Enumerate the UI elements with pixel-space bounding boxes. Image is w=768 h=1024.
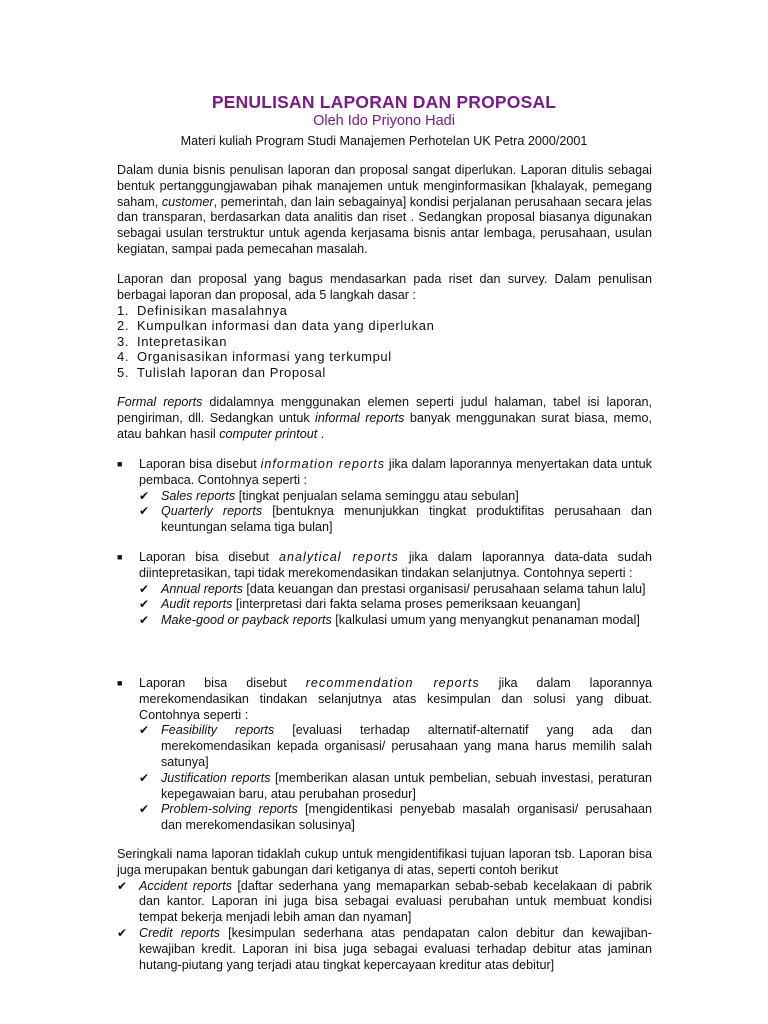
- list-item: [117, 349, 652, 364]
- bullet-recommendation-reports: [117, 676, 652, 834]
- author-line: Oleh Ido Priyono Hadi: [313, 113, 455, 129]
- formal-text-3: .: [317, 426, 325, 441]
- term-information-reports: information reports: [260, 457, 385, 471]
- report-term: Credit reports: [139, 925, 220, 940]
- report-term: Accident reports: [139, 878, 232, 893]
- checkmark-icon: ✔: [139, 488, 150, 503]
- intro-term-customer: customer: [161, 194, 214, 209]
- report-description: [memberikan alasan untuk pembelian, sebuah investasi, peraturan kepegawaian baru, atau perubahan prosedur]: [161, 770, 652, 801]
- term-computer-printout: computer printout: [219, 426, 318, 441]
- bullet-text: jika dalam laporannya data-data sudah diintepretasikan, tapi tidak merekomendasikan tindakan selanjutnya. Contohnya seperti :: [139, 550, 652, 580]
- list-item: [117, 334, 652, 349]
- report-term: Make-good or payback reports: [161, 613, 332, 628]
- intro-text-part2: , pemerintah, dan lain sebagainya] kondisi perjalanan perusahaan secara jelas dan transparan, berdasarkan data analitis dan riset . Sedangkan proposal biasanya digunakan sebagai usulan terstruktur untuk agenda kerjasama bisnis antar lembaga, perusahaan, usulan kegiatan, sampai pada pemecahan masalah.: [117, 194, 652, 256]
- list-item: [139, 723, 652, 770]
- step-number: 5.: [117, 364, 130, 380]
- list-item: [139, 489, 652, 505]
- list-item: [117, 365, 652, 380]
- bullet-text: jika dalam laporannya menyertakan data untuk pembaca. Contohnya seperti :: [139, 457, 652, 487]
- checkmark-icon: ✔: [139, 770, 150, 785]
- bullet-text: Laporan bisa disebut: [139, 550, 280, 564]
- list-item: [139, 771, 652, 803]
- term-informal-reports: informal reports: [315, 410, 405, 425]
- document-title: PENULISAN LAPORAN DAN PROPOSAL: [211, 92, 557, 112]
- checkmark-icon: ✔: [117, 878, 128, 893]
- square-bullet-icon: ■: [117, 678, 123, 688]
- report-term: Quarterly reports: [161, 504, 263, 519]
- steps-list: [117, 303, 652, 380]
- formal-text-1: didalamnya menggunakan elemen seperti judul halaman, tabel isi laporan, pengiriman, dll. Sedangkan untuk: [117, 395, 652, 425]
- bullet-information-reports: [117, 457, 652, 536]
- report-description: [bentuknya menunjukkan tingkat produktifitas perusahaan dan keuntungan selama tiga bulan]: [161, 504, 653, 535]
- step-text: Definisikan masalahnya: [137, 303, 288, 318]
- course-subtitle: Materi kuliah Program Studi Manajemen Perhotelan UK Petra 2000/2001: [180, 134, 588, 148]
- closing-section: [117, 847, 652, 973]
- checkmark-icon: ✔: [117, 925, 128, 940]
- formal-text-2: banyak menggunakan surat biasa, memo, atau bahkan hasil: [117, 410, 652, 441]
- report-description: [evaluasi terhadap alternatif-alternatif yang ada dan merekomendasikan kepada organisasi/ perusahaan yang mana harus memilih salah satunya]: [161, 723, 652, 769]
- formal-reports-paragraph: [117, 395, 652, 442]
- report-term: Feasibility reports: [161, 723, 275, 738]
- step-number: 4.: [117, 349, 130, 365]
- list-item: [139, 613, 652, 629]
- report-term: Audit reports: [161, 597, 233, 612]
- intro-text-part1: Dalam dunia bisnis penulisan laporan dan proposal sangat diperlukan. Laporan ditulis sebagai bentuk pertanggungjawaban pihak manajemen untuk menginformasikan [khalayak, pemegang saham,: [117, 163, 652, 209]
- list-item: [139, 582, 652, 598]
- checkmark-icon: ✔: [139, 581, 150, 596]
- step-number: 1.: [117, 303, 130, 318]
- report-description: [kesimpulan sederhana atas pendapatan calon debitur dan kewajiban-kewajiban kredit. Laporan ini bisa juga sebagai evaluasi terhadap debitur atas jaminan hutang-piutang yang terjadi atau tingkat kepercayaan kreditur atas debitur]: [139, 925, 652, 972]
- step-text: Kumpulkan informasi dan data yang diperlukan: [137, 318, 435, 334]
- list-item: [117, 926, 652, 973]
- bullet-text: Laporan bisa disebut: [139, 676, 306, 690]
- list-item: [139, 597, 652, 613]
- step-text: Organisasikan informasi yang terkumpul: [137, 349, 392, 365]
- checkmark-icon: ✔: [139, 597, 150, 612]
- report-term: Sales reports: [161, 488, 236, 503]
- report-term: Problem-solving reports: [161, 802, 298, 817]
- intro-paragraph: [117, 163, 652, 258]
- report-description: [interpretasi dari fakta selama proses pemeriksaan keuangan]: [232, 597, 581, 612]
- list-item: [139, 504, 652, 536]
- square-bullet-icon: ■: [117, 552, 123, 562]
- list-item: [117, 318, 652, 333]
- square-bullet-icon: ■: [117, 459, 123, 469]
- report-description: [tingkat penjualan selama seminggu atau sebulan]: [235, 488, 519, 503]
- report-description: [data keuangan dan prestasi organisasi/ perusahaan selama tahun lalu]: [242, 581, 646, 596]
- checkmark-icon: ✔: [139, 723, 150, 738]
- closing-text: Seringkali nama laporan tidaklah cukup untuk mengidentifikasi tujuan laporan tsb. Laporan bisa juga merupakan bentuk gabungan dari ketiganya di atas, seperti contoh berikut: [117, 847, 652, 877]
- term-analytical-reports: analytical reports: [279, 550, 399, 564]
- report-description: [mengidentikasi penyebab masalah organisasi/ perusahaan dan merekomendasikan solusinya]: [161, 802, 652, 833]
- steps-intro-text: Laporan dan proposal yang bagus mendasarkan pada riset dan survey. Dalam penulisan berbagai laporan dan proposal, ada 5 langkah dasar :: [117, 272, 652, 302]
- checkmark-icon: ✔: [139, 504, 150, 519]
- step-number: 3.: [117, 333, 130, 349]
- bullet-text: jika dalam laporannya merekomendasikan tindakan selanjutnya atas kesimpulan dan solusi yang dibuat. Contohnya seperti :: [139, 676, 652, 722]
- bullet-text: Laporan bisa disebut: [139, 457, 261, 471]
- step-text: Intepretasikan: [137, 333, 228, 349]
- list-item: [117, 303, 652, 318]
- list-item: [117, 879, 652, 926]
- step-number: 2.: [117, 318, 130, 334]
- report-description: [daftar sederhana yang memaparkan sebab-sebab kecelakaan di pabrik dan kantor. Laporan ini juga bisa sebagai evaluasi perubahan untuk membuat kondisi tempat bekerja menjadi lebih aman dan nyaman]: [139, 878, 653, 925]
- checkmark-icon: ✔: [139, 802, 150, 817]
- steps-intro-paragraph: [117, 272, 652, 304]
- report-term: Annual reports: [161, 581, 243, 596]
- report-description: [kalkulasi umum yang menyangkut penanaman modal]: [331, 613, 640, 628]
- list-item: [139, 802, 652, 834]
- term-recommendation-reports: recommendation reports: [305, 676, 480, 690]
- term-formal-reports: Formal reports: [117, 395, 203, 409]
- checkmark-icon: ✔: [139, 613, 150, 628]
- bullet-analytical-reports: [117, 550, 652, 629]
- report-term: Justification reports: [161, 770, 271, 785]
- step-text: Tulislah laporan dan Proposal: [137, 364, 326, 380]
